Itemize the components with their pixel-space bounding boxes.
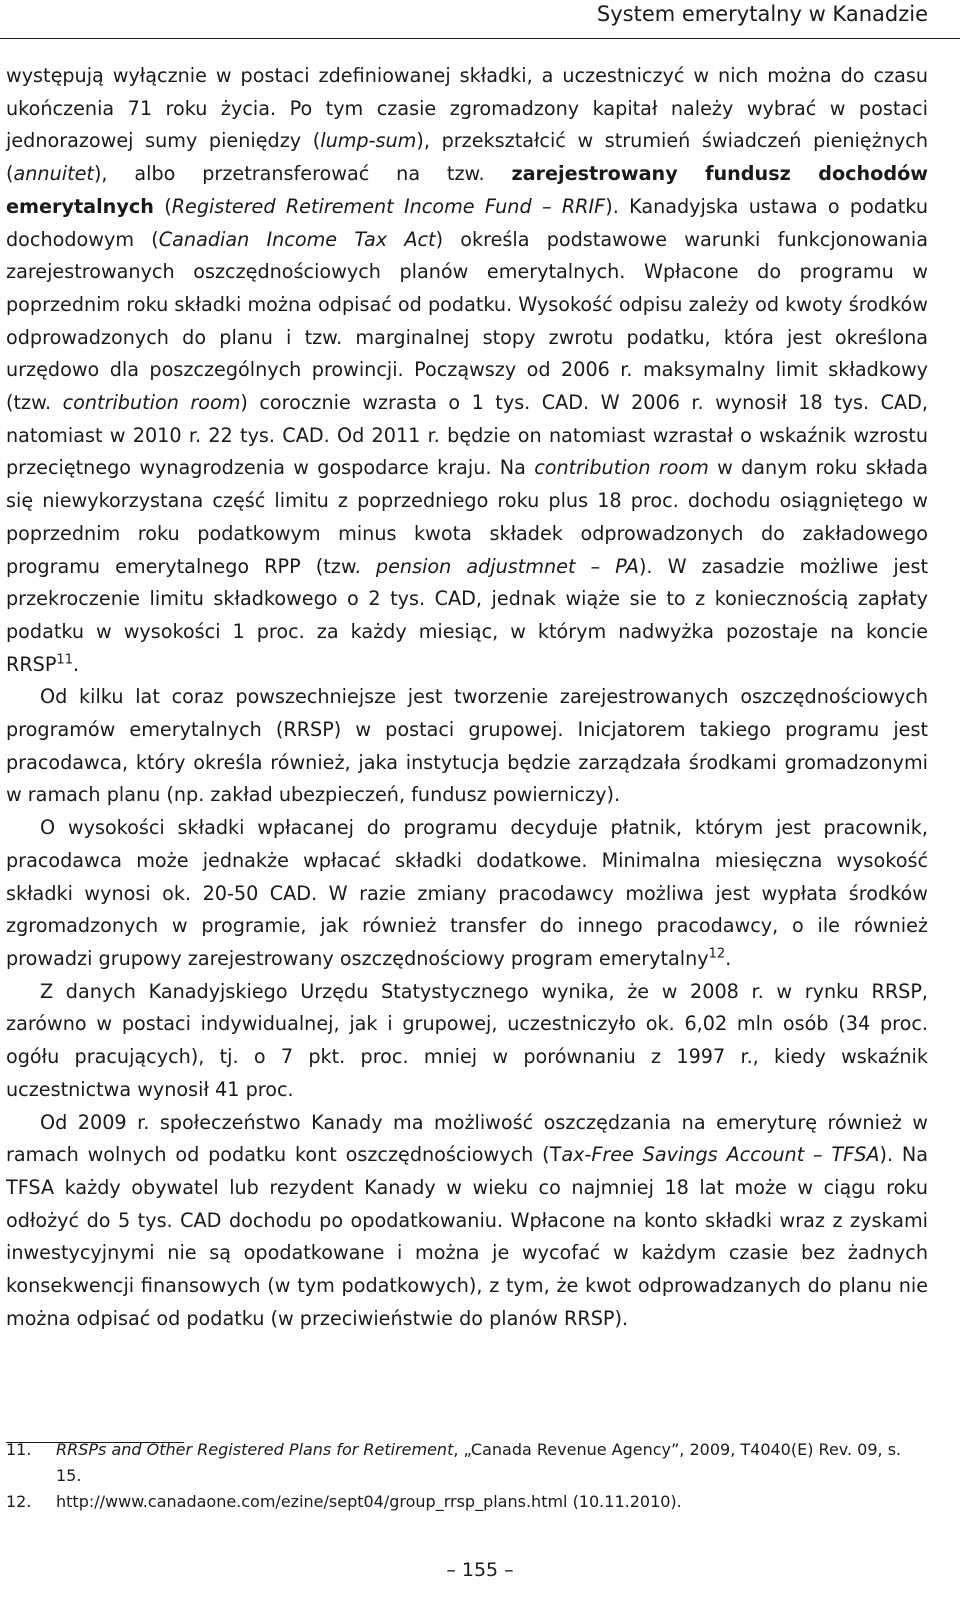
footnote-ref: 11 bbox=[56, 652, 73, 668]
italic-term: pension adjustmnet – PA bbox=[375, 554, 639, 578]
italic-term: Registered Retirement Income Fund – RRIF bbox=[171, 194, 606, 218]
text-run: ). Kanadyjska ustawa o podatku dochodowym ( bbox=[6, 194, 928, 251]
paragraph bbox=[6, 976, 928, 1107]
text-run: ), przekształcić w strumień świadczeń pieniężnych ( bbox=[6, 129, 928, 186]
text-run: ). Na TFSA każdy obywatel lub rezydent Kanady w wieku co najmniej 18 lat może w ciągu roku odłożyć do 5 tys. CAD dochodu po opodatkowaniu. Wpłacone na konto składki wraz z zyskami inwestycyjnymi nie są opodatkowane i można je wycofać w każdym czasie bez żadnych konsekwencji finansowych (w tym podatkowych), z tym, że kwot odprowadzanych do planu nie można odpisać od podatku (w przeciwieństwie do planów RRSP). bbox=[6, 1143, 928, 1330]
bold-term: zarejestrowany fundusz dochodów emerytalnych bbox=[6, 162, 929, 218]
paragraph bbox=[6, 812, 928, 976]
text-run: Od 2009 r. społeczeństwo Kanady ma możliwość oszczędzania na emeryturę również w ramach wolnych od podatku kont oszczędnościowych (T bbox=[6, 1110, 928, 1167]
footnote-number: 11. bbox=[6, 1440, 32, 1459]
paragraph bbox=[6, 60, 928, 681]
text-run: ). W zasadzie możliwe jest przekroczenie limitu składkowego o 2 tys. CAD, jednak wiąże sie to z koniecznością zapłaty podatku w wysokości 1 proc. za każdy miesiąc, w którym nadwyżka pozostaje na koncie RRSP bbox=[6, 554, 929, 676]
italic-term: contribution room bbox=[62, 391, 241, 415]
text-run: ( bbox=[153, 194, 172, 218]
text-run: . bbox=[725, 946, 732, 970]
italic-term: ax-Free Savings Account – TFSA bbox=[561, 1143, 880, 1167]
footnote-text bbox=[56, 1437, 926, 1489]
paragraph bbox=[6, 681, 928, 812]
text-run: ), albo przetransferować na tzw. bbox=[93, 162, 512, 186]
footnote-ref: 12 bbox=[708, 946, 726, 962]
italic-term: contribution room bbox=[534, 456, 709, 480]
italic-term: RRSPs and Other Registered Plans for Retirement bbox=[56, 1440, 454, 1459]
italic-term: lump-sum bbox=[320, 129, 417, 153]
text-run: Z danych Kanadyjskiego Urzędu Statystycznego wynika, że w 2008 r. w rynku RRSP, zarówno w postaci indywidualnej, jak i grupowej, uczestniczyło ok. 6,02 mln osób (34 proc. ogółu pracujących), tj. o 7 pkt. proc. mniej w porównaniu z 1997 r., kiedy wskaźnik uczestnictwa wynosił 41 proc. bbox=[6, 979, 928, 1101]
text-run: występują wyłącznie w postaci zdefiniowanej składki, a uczestniczyć w nich można do czasu ukończenia 71 roku życia. Po tym czasie zgromadzony kapitał należy wybrać w postaci jednorazowej sumy pieniędzy ( bbox=[6, 64, 928, 153]
paragraph bbox=[6, 1107, 928, 1336]
text-run: w danym roku składa się niewykorzystana część limitu z poprzedniego roku plus 18 proc. dochodu osiągniętego w poprzednim roku podatkowym minus kwota składek odprowadzonych do zakładowego programu emerytalnego RPP (tzw. bbox=[6, 456, 928, 578]
header-rule bbox=[0, 38, 960, 39]
running-header-title: System emerytalny w Kanadzie bbox=[596, 2, 928, 26]
footnote bbox=[6, 1437, 926, 1489]
text-run: Od kilku lat coraz powszechniejsze jest tworzenie zarejestrowanych oszczędnościowych programów emerytalnych (RRSP) w postaci grupowej. Inicjatorem takiego programu jest pracodawca, który określa również, jaka instytucja będzie zarządzała środkami gromadzonymi w ramach planu (np. zakład ubezpieczeń, fundusz powierniczy). bbox=[6, 685, 928, 807]
page-number: – 155 – bbox=[446, 1559, 514, 1581]
text-run: ) corocznie wzrasta o 1 tys. CAD. W 2006 r. wynosił 18 tys. CAD, natomiast w 2010 r. 22 tys. CAD. Od 2011 r. będzie on natomiast wzrastał o wskaźnik wzrostu przeciętnego wynagrodzenia w gospodarce kraju. Na bbox=[6, 391, 928, 480]
footnotes bbox=[6, 1437, 926, 1515]
text-run: , „Canada Revenue Agency”, 2009, T4040(E) Rev. 09, s. 15. bbox=[56, 1440, 902, 1485]
text-run: ) określa podstawowe warunki funkcjonowania zarejestrowanych oszczędnościowych planów emerytalnych. Wpłacone do programu w poprzednim roku składki można odpisać od podatku. Wysokość odpisu zależy od kwoty środków odprowadzonych do planu i tzw. marginalnej stopy zwrotu podatku, która jest określona urzędowo dla poszczególnych prowincji. Począwszy od 2006 r. maksymalny limit składkowy (tzw. bbox=[6, 227, 928, 415]
text-run: http://www.canadaone.com/ezine/sept04/group_rrsp_plans.html (10.11.2010). bbox=[56, 1492, 682, 1511]
italic-term: Canadian Income Tax Act bbox=[158, 227, 436, 251]
body-text bbox=[6, 60, 928, 1335]
footnote-text bbox=[56, 1489, 926, 1515]
footnote bbox=[6, 1489, 926, 1515]
text-run: O wysokości składki wpłacanej do programu decyduje płatnik, którym jest pracownik, pracodawca może jednakże wpłacać składki dodatkowe. Minimalna miesięczna wysokość składki wynosi ok. 20-50 CAD. W razie zmiany pracodawcy możliwa jest wypłata środków zgromadzonych w programie, jak również transfer do innego pracodawcy, o ile również prowadzi grupowy zarejestrowany oszczędnościowy program emerytalny bbox=[6, 816, 928, 970]
text-run: . bbox=[72, 652, 80, 676]
running-header bbox=[0, 0, 960, 36]
italic-term: annuitet bbox=[13, 162, 94, 186]
footnote-number: 12. bbox=[6, 1492, 32, 1511]
